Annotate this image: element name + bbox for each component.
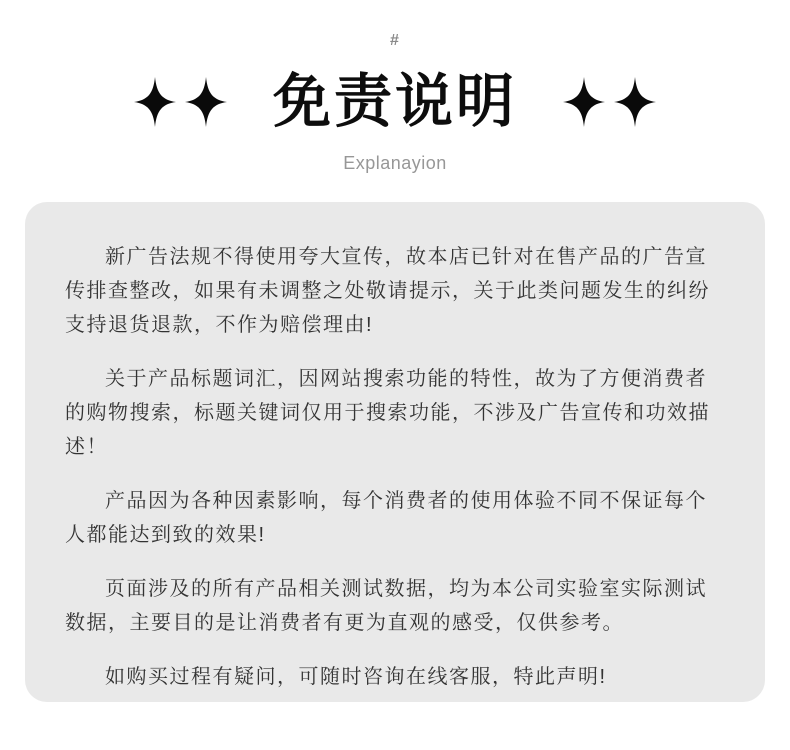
sparkle-icon xyxy=(563,77,605,127)
sparkle-group-left xyxy=(134,77,227,127)
disclaimer-paragraph: 关于产品标题词汇，因网站搜索功能的特性，故为了方便消费者的购物搜索，标题关键词仅用于搜索功能，不涉及广告宣传和功效描述！ xyxy=(65,368,710,458)
sparkle-group-right xyxy=(563,77,656,127)
disclaimer-paragraph: 页面涉及的所有产品相关测试数据，均为本公司实验室实际测试数据，主要目的是让消费者有更为直观的感受，仅供参考。 xyxy=(65,578,707,634)
sparkle-icon xyxy=(134,77,176,127)
section-hash: # xyxy=(390,32,400,49)
disclaimer-paragraph: 如购买过程有疑问，可随时咨询在线客服，特此声明! xyxy=(105,666,607,688)
disclaimer-paragraph: 新广告法规不得使用夸大宣传，故本店已针对在售产品的广告宣传排查整改，如果有未调整之处敬请提示，关于此类问题发生的纠纷支持退货退款，不作为赔偿理由! xyxy=(65,246,710,336)
disclaimer-paragraph: 产品因为各种因素影响，每个消费者的使用体验不同不保证每个人都能达到致的效果! xyxy=(65,490,707,546)
disclaimer-panel xyxy=(25,202,765,702)
page-title: 免责说明 xyxy=(272,69,517,134)
sparkle-icon xyxy=(614,77,656,127)
title-row xyxy=(0,67,790,137)
page-subtitle: Explanayion xyxy=(343,153,447,173)
sparkle-icon xyxy=(185,77,227,127)
